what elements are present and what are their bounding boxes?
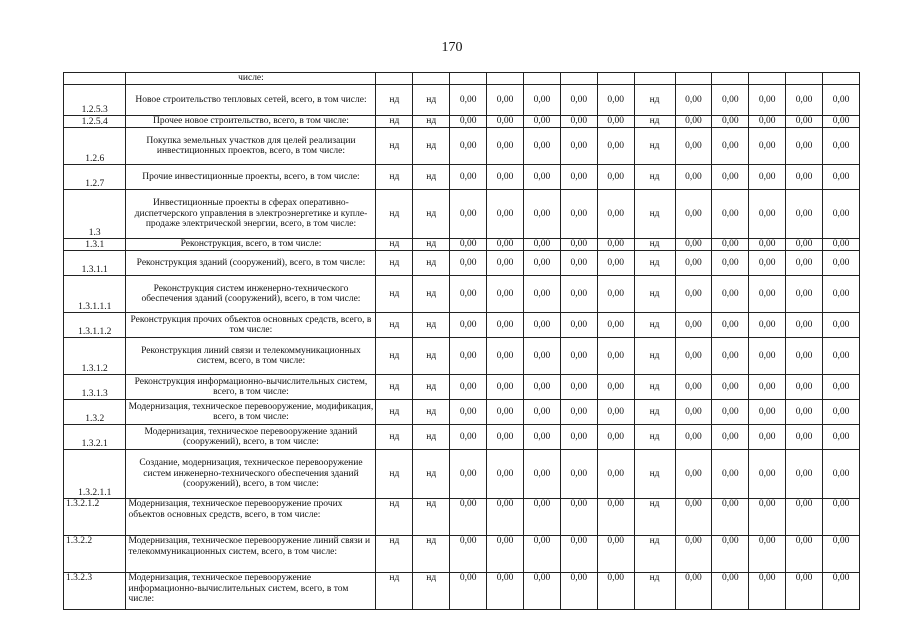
value-cell: нд — [413, 165, 450, 190]
row-code: 1.3.2 — [64, 400, 126, 425]
value-cell: нд — [413, 499, 450, 536]
value-cell: 0,00 — [597, 251, 634, 276]
value-cell: 0,00 — [786, 573, 823, 610]
value-cell: 0,00 — [597, 375, 634, 400]
value-cell: нд — [376, 165, 413, 190]
value-cell: нд — [376, 128, 413, 165]
value-cell: 0,00 — [712, 536, 749, 573]
value-cell: нд — [413, 116, 450, 128]
value-cell: 0,00 — [749, 450, 786, 499]
value-cell: 0,00 — [560, 116, 597, 128]
value-cell: 0,00 — [712, 251, 749, 276]
value-cell: нд — [376, 375, 413, 400]
value-cell: нд — [413, 190, 450, 239]
value-cell: 0,00 — [523, 239, 560, 251]
value-cell: 0,00 — [523, 573, 560, 610]
value-cell: нд — [634, 116, 675, 128]
value-cell: нд — [376, 276, 413, 313]
table-row — [64, 85, 860, 116]
row-code: 1.3.2.1 — [64, 425, 126, 450]
value-cell: нд — [634, 425, 675, 450]
value-cell: 0,00 — [597, 536, 634, 573]
table-row — [64, 276, 860, 313]
table-row — [64, 165, 860, 190]
table-row — [64, 313, 860, 338]
value-cell: нд — [413, 400, 450, 425]
value-cell: 0,00 — [560, 338, 597, 375]
value-cell: 0,00 — [487, 450, 524, 499]
value-cell: нд — [376, 338, 413, 375]
value-cell: нд — [634, 573, 675, 610]
value-cell: 0,00 — [523, 190, 560, 239]
value-cell: 0,00 — [523, 450, 560, 499]
value-cell: 0,00 — [675, 536, 712, 573]
row-code: 1.3.2.3 — [64, 573, 126, 610]
value-cell: 0,00 — [523, 251, 560, 276]
value-cell: 0,00 — [823, 499, 860, 536]
page-number: 170 — [441, 40, 463, 55]
row-name: Модернизация, техническое перевооружение линий связи и телекоммуникационных систем, всего, в том числе: — [126, 536, 376, 573]
value-cell: нд — [376, 400, 413, 425]
value-cell: нд — [376, 85, 413, 116]
value-cell: 0,00 — [823, 85, 860, 116]
value-cell: 0,00 — [823, 116, 860, 128]
value-cell: 0,00 — [712, 375, 749, 400]
value-cell: 0,00 — [712, 116, 749, 128]
value-cell: 0,00 — [823, 165, 860, 190]
value-cell: 0,00 — [675, 116, 712, 128]
value-cell: 0,00 — [450, 239, 487, 251]
value-cell: 0,00 — [786, 165, 823, 190]
value-cell: 0,00 — [675, 400, 712, 425]
value-cell: нд — [413, 573, 450, 610]
value-cell: нд — [376, 499, 413, 536]
row-name: Модернизация, техническое перевооружение информационно-вычислительных систем, всего, в том числе: — [126, 573, 376, 610]
value-cell: 0,00 — [523, 400, 560, 425]
value-cell: 0,00 — [523, 375, 560, 400]
value-cell: нд — [413, 239, 450, 251]
table-row — [64, 425, 860, 450]
value-cell: 0,00 — [487, 499, 524, 536]
value-cell: нд — [376, 251, 413, 276]
value-cell: 0,00 — [597, 165, 634, 190]
table-row — [64, 450, 860, 499]
value-cell: 0,00 — [675, 276, 712, 313]
value-cell: 0,00 — [560, 190, 597, 239]
value-cell: 0,00 — [823, 276, 860, 313]
value-cell: 0,00 — [675, 251, 712, 276]
value-cell: 0,00 — [487, 400, 524, 425]
row-name: Новое строительство тепловых сетей, всего, в том числе: — [126, 85, 376, 116]
value-cell: 0,00 — [712, 450, 749, 499]
value-cell: 0,00 — [597, 499, 634, 536]
value-cell: 0,00 — [487, 239, 524, 251]
value-cell: 0,00 — [450, 425, 487, 450]
value-cell: 0,00 — [450, 313, 487, 338]
row-code: 1.3.2.1.1 — [64, 450, 126, 499]
value-cell: 0,00 — [487, 338, 524, 375]
value-cell: 0,00 — [560, 313, 597, 338]
value-cell: 0,00 — [560, 251, 597, 276]
value-cell: 0,00 — [749, 276, 786, 313]
value-cell: 0,00 — [487, 128, 524, 165]
value-cell: 0,00 — [823, 239, 860, 251]
row-code: 1.3.1.1 — [64, 251, 126, 276]
value-cell: 0,00 — [560, 375, 597, 400]
table-row — [64, 573, 860, 610]
row-name: Реконструкция линий связи и телекоммуникационных систем, всего, в том числе: — [126, 338, 376, 375]
name-cell: числе: — [126, 73, 376, 85]
row-name: Прочее новое строительство, всего, в том числе: — [126, 116, 376, 128]
value-cell: 0,00 — [823, 338, 860, 375]
value-cell: нд — [376, 313, 413, 338]
value-cell: 0,00 — [450, 190, 487, 239]
value-cell: 0,00 — [560, 276, 597, 313]
table-row — [64, 116, 860, 128]
value-cell: 0,00 — [560, 536, 597, 573]
value-cell: 0,00 — [786, 536, 823, 573]
value-cell: 0,00 — [560, 400, 597, 425]
value-cell: 0,00 — [450, 276, 487, 313]
row-name: Реконструкция систем инженерно-технического обеспечения зданий (сооружений), всего, в том числе: — [126, 276, 376, 313]
value-cell: 0,00 — [786, 313, 823, 338]
value-cell: 0,00 — [786, 85, 823, 116]
table-row — [64, 251, 860, 276]
row-code: 1.3.2.2 — [64, 536, 126, 573]
value-cell: нд — [634, 276, 675, 313]
code-cell — [64, 73, 126, 85]
value-cell: 0,00 — [786, 338, 823, 375]
value-cell: 0,00 — [712, 400, 749, 425]
value-cell: 0,00 — [786, 425, 823, 450]
value-cell: 0,00 — [675, 239, 712, 251]
value-cell: нд — [376, 239, 413, 251]
row-code: 1.2.5.4 — [64, 116, 126, 128]
row-name: Инвестиционные проекты в сферах оперативно-диспетчерского управления в электроэнергетике и купле-продаже электрической энергии, всего, в том числе: — [126, 190, 376, 239]
value-cell: 0,00 — [786, 499, 823, 536]
row-name: Реконструкция, всего, в том числе: — [126, 239, 376, 251]
value-cell: 0,00 — [450, 251, 487, 276]
value-cell: 0,00 — [675, 338, 712, 375]
row-name: Реконструкция информационно-вычислительных систем, всего, в том числе: — [126, 375, 376, 400]
value-cell: 0,00 — [786, 116, 823, 128]
value-cell: 0,00 — [786, 400, 823, 425]
value-cell: 0,00 — [487, 375, 524, 400]
value-cell: 0,00 — [786, 251, 823, 276]
value-cell: 0,00 — [597, 276, 634, 313]
value-cell: 0,00 — [675, 128, 712, 165]
value-cell: 0,00 — [675, 165, 712, 190]
value-cell: нд — [413, 128, 450, 165]
value-cell: нд — [634, 85, 675, 116]
value-cell: 0,00 — [523, 116, 560, 128]
value-cell: 0,00 — [487, 536, 524, 573]
value-cell: 0,00 — [560, 450, 597, 499]
value-cell: 0,00 — [597, 450, 634, 499]
value-cell: 0,00 — [786, 128, 823, 165]
value-cell: 0,00 — [749, 400, 786, 425]
value-cell: нд — [413, 313, 450, 338]
value-cell: 0,00 — [823, 128, 860, 165]
value-cell: 0,00 — [675, 85, 712, 116]
value-cell: 0,00 — [749, 375, 786, 400]
value-cell: нд — [634, 338, 675, 375]
value-cell: 0,00 — [823, 313, 860, 338]
value-cell: 0,00 — [523, 338, 560, 375]
value-cell: 0,00 — [823, 375, 860, 400]
value-cell: 0,00 — [560, 499, 597, 536]
value-cell: 0,00 — [487, 313, 524, 338]
value-cell: нд — [413, 251, 450, 276]
value-cell: 0,00 — [450, 450, 487, 499]
investment-table — [63, 72, 860, 610]
value-cell: 0,00 — [560, 573, 597, 610]
value-cell: 0,00 — [597, 190, 634, 239]
row-name: Прочие инвестиционные проекты, всего, в том числе: — [126, 165, 376, 190]
value-cell: нд — [634, 375, 675, 400]
value-cell: 0,00 — [487, 165, 524, 190]
value-cell: нд — [413, 375, 450, 400]
value-cell: 0,00 — [597, 400, 634, 425]
value-cell: нд — [634, 165, 675, 190]
value-cell: 0,00 — [675, 450, 712, 499]
value-cell: 0,00 — [523, 536, 560, 573]
value-cell: нд — [634, 190, 675, 239]
value-cell: 0,00 — [450, 573, 487, 610]
value-cell: 0,00 — [823, 251, 860, 276]
value-cell: 0,00 — [823, 425, 860, 450]
value-cell: 0,00 — [597, 313, 634, 338]
value-cell: нд — [413, 276, 450, 313]
row-name: Создание, модернизация, техническое перевооружение систем инженерно-технического обеспечения зданий (сооружений), всего, в том числе: — [126, 450, 376, 499]
value-cell: 0,00 — [712, 573, 749, 610]
value-cell: 0,00 — [823, 450, 860, 499]
table-row — [64, 338, 860, 375]
value-cell: нд — [413, 425, 450, 450]
value-cell: 0,00 — [487, 116, 524, 128]
value-cell: 0,00 — [786, 375, 823, 400]
value-cell: 0,00 — [487, 573, 524, 610]
value-cell: 0,00 — [487, 85, 524, 116]
value-cell: 0,00 — [823, 400, 860, 425]
value-cell: нд — [376, 190, 413, 239]
value-cell: 0,00 — [675, 313, 712, 338]
value-cell: 0,00 — [597, 116, 634, 128]
value-cell: 0,00 — [749, 116, 786, 128]
table-row — [64, 499, 860, 536]
row-code: 1.3.1.3 — [64, 375, 126, 400]
value-cell: нд — [634, 239, 675, 251]
value-cell: нд — [376, 573, 413, 610]
value-cell: 0,00 — [749, 239, 786, 251]
value-cell: нд — [413, 85, 450, 116]
value-cell: 0,00 — [675, 425, 712, 450]
row-name: Реконструкция зданий (сооружений), всего, в том числе: — [126, 251, 376, 276]
value-cell: 0,00 — [749, 85, 786, 116]
value-cell: нд — [634, 128, 675, 165]
value-cell: 0,00 — [597, 128, 634, 165]
value-cell: нд — [413, 536, 450, 573]
value-cell: 0,00 — [560, 239, 597, 251]
value-cell: 0,00 — [823, 536, 860, 573]
value-cell: нд — [413, 450, 450, 499]
value-cell: 0,00 — [712, 338, 749, 375]
value-cell: 0,00 — [712, 313, 749, 338]
value-cell: 0,00 — [749, 313, 786, 338]
value-cell: 0,00 — [523, 85, 560, 116]
value-cell: 0,00 — [786, 450, 823, 499]
value-cell: 0,00 — [450, 400, 487, 425]
row-code: 1.3.1.1.1 — [64, 276, 126, 313]
value-cell: нд — [634, 400, 675, 425]
value-cell: 0,00 — [675, 190, 712, 239]
value-cell: 0,00 — [712, 276, 749, 313]
value-cell: 0,00 — [749, 536, 786, 573]
value-cell: 0,00 — [523, 128, 560, 165]
value-cell: нд — [634, 536, 675, 573]
value-cell: 0,00 — [675, 573, 712, 610]
value-cell: нд — [634, 251, 675, 276]
table-row — [64, 375, 860, 400]
value-cell: 0,00 — [450, 165, 487, 190]
row-name: Модернизация, техническое перевооружение, модификация, всего, в том числе: — [126, 400, 376, 425]
table-row — [64, 536, 860, 573]
value-cell: 0,00 — [749, 338, 786, 375]
value-cell: 0,00 — [786, 190, 823, 239]
row-code: 1.3 — [64, 190, 126, 239]
value-cell: 0,00 — [560, 425, 597, 450]
row-code: 1.3.1.1.2 — [64, 313, 126, 338]
value-cell: 0,00 — [749, 573, 786, 610]
value-cell: 0,00 — [786, 239, 823, 251]
value-cell: 0,00 — [597, 239, 634, 251]
value-cell: 0,00 — [823, 573, 860, 610]
value-cell: 0,00 — [712, 128, 749, 165]
value-cell: 0,00 — [786, 276, 823, 313]
value-cell: 0,00 — [523, 425, 560, 450]
value-cell: 0,00 — [597, 425, 634, 450]
value-cell: нд — [413, 338, 450, 375]
table-row — [64, 128, 860, 165]
value-cell: 0,00 — [450, 116, 487, 128]
value-cell: 0,00 — [749, 190, 786, 239]
row-name: Модернизация, техническое перевооружение прочих объектов основных средств, всего, в том числе: — [126, 499, 376, 536]
value-cell: нд — [634, 313, 675, 338]
value-cell: 0,00 — [712, 239, 749, 251]
value-cell: 0,00 — [712, 85, 749, 116]
value-cell: 0,00 — [523, 165, 560, 190]
value-cell: 0,00 — [712, 425, 749, 450]
value-cell: нд — [634, 450, 675, 499]
value-cell: нд — [634, 499, 675, 536]
value-cell: 0,00 — [523, 276, 560, 313]
value-cell: 0,00 — [823, 190, 860, 239]
value-cell: 0,00 — [597, 573, 634, 610]
row-code: 1.3.2.1.2 — [64, 499, 126, 536]
value-cell: 0,00 — [450, 85, 487, 116]
value-cell: 0,00 — [749, 165, 786, 190]
value-cell: 0,00 — [450, 338, 487, 375]
value-cell: 0,00 — [450, 499, 487, 536]
value-cell: 0,00 — [523, 499, 560, 536]
value-cell: нд — [376, 116, 413, 128]
table-row — [64, 239, 860, 251]
row-name: Покупка земельных участков для целей реализации инвестиционных проектов, всего, в том числе: — [126, 128, 376, 165]
row-code: 1.3.1 — [64, 239, 126, 251]
value-cell: 0,00 — [712, 499, 749, 536]
value-cell: 0,00 — [450, 536, 487, 573]
value-cell: 0,00 — [749, 425, 786, 450]
value-cell: 0,00 — [675, 499, 712, 536]
value-cell: 0,00 — [487, 425, 524, 450]
value-cell: 0,00 — [560, 165, 597, 190]
value-cell: 0,00 — [560, 85, 597, 116]
value-cell: 0,00 — [450, 128, 487, 165]
row-code: 1.2.6 — [64, 128, 126, 165]
row-name: Реконструкция прочих объектов основных средств, всего, в том числе: — [126, 313, 376, 338]
value-cell: 0,00 — [597, 338, 634, 375]
table-row-fragment — [64, 73, 860, 85]
value-cell: 0,00 — [749, 499, 786, 536]
value-cell: 0,00 — [487, 251, 524, 276]
table-row — [64, 400, 860, 425]
value-cell: нд — [376, 450, 413, 499]
row-code: 1.3.1.2 — [64, 338, 126, 375]
value-cell: 0,00 — [712, 190, 749, 239]
value-cell: 0,00 — [749, 251, 786, 276]
value-cell: 0,00 — [712, 165, 749, 190]
table-row — [64, 190, 860, 239]
row-name: Модернизация, техническое перевооружение зданий (сооружений), всего, в том числе: — [126, 425, 376, 450]
row-code: 1.2.7 — [64, 165, 126, 190]
value-cell: 0,00 — [749, 128, 786, 165]
value-cell: 0,00 — [560, 128, 597, 165]
value-cell: 0,00 — [597, 85, 634, 116]
value-cell: нд — [376, 536, 413, 573]
value-cell: 0,00 — [487, 276, 524, 313]
value-cell: 0,00 — [523, 313, 560, 338]
value-cell: 0,00 — [450, 375, 487, 400]
value-cell: 0,00 — [487, 190, 524, 239]
value-cell: 0,00 — [675, 375, 712, 400]
row-code: 1.2.5.3 — [64, 85, 126, 116]
value-cell: нд — [376, 425, 413, 450]
